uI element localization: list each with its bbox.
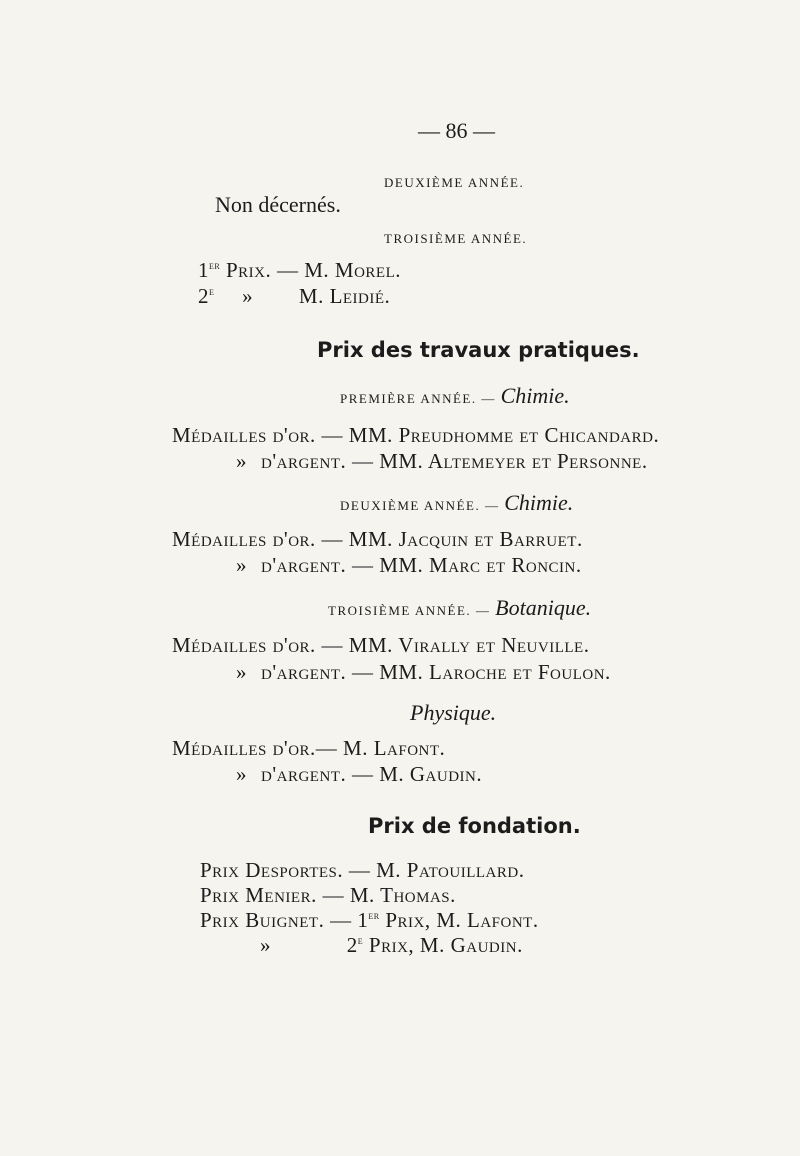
year-heading-text: DEUXIÈME ANNÉE. — <box>340 498 505 513</box>
year-heading-deuxieme-chimie <box>340 492 573 514</box>
section-title-travaux: Prix des travaux pratiques. <box>317 338 640 362</box>
silver-medals-line <box>236 764 482 785</box>
prize-suffix: er <box>209 258 221 272</box>
foundation-prize-text: 2 <box>346 933 358 957</box>
prize-line-2 <box>198 286 390 307</box>
foundation-prize-line: Prix Desportes. — M. Patouillard. <box>200 858 525 882</box>
foundation-prize-line: Prix Menier. — M. Thomas. <box>200 883 456 907</box>
not-awarded-text: Non décernés. <box>215 192 341 217</box>
foundation-prize-text: Prix, M. Gaudin. <box>363 933 523 957</box>
ditto-mark: » <box>242 284 254 308</box>
ditto-mark: » <box>236 553 247 577</box>
year-heading-deuxieme: DEUXIÈME ANNÉE. <box>384 175 525 190</box>
year-heading-premiere <box>340 385 570 407</box>
silver-medals-line <box>236 662 611 683</box>
silver-medals-text: d'argent. — MM. Altemeyer et Personne. <box>261 449 648 473</box>
silver-medals-line <box>236 451 648 472</box>
subject-text: Chimie. <box>504 490 574 515</box>
year-heading-troisieme-botanique <box>328 597 591 619</box>
page-number: — 86 — <box>418 118 495 143</box>
prize-suffix: e <box>357 933 364 947</box>
foundation-prize-text: Prix Buignet. — 1 <box>200 908 369 932</box>
year-heading-troisieme: TROISIÈME ANNÉE. <box>384 231 528 246</box>
silver-medals-text: d'argent. — MM. Marc et Roncin. <box>261 553 582 577</box>
prize-text: M. Leidié. <box>298 284 391 308</box>
silver-medals-text: d'argent. — M. Gaudin. <box>261 762 483 786</box>
subject-text: Chimie. <box>500 383 570 408</box>
year-heading-text: PREMIÈRE ANNÉE. — <box>340 391 501 406</box>
subject-text: Botanique. <box>495 595 592 620</box>
prize-line-1 <box>198 260 401 281</box>
foundation-prize-line <box>260 935 523 956</box>
prize-text: Prix. — M. Morel. <box>220 258 402 282</box>
subject-heading-physique: Physique. <box>410 700 497 725</box>
ditto-mark: » <box>236 449 247 473</box>
year-heading-text: TROISIÈME ANNÉE. — <box>328 603 496 618</box>
silver-medals-text: d'argent. — MM. Laroche et Foulon. <box>261 660 611 684</box>
ditto-mark: » <box>236 762 247 786</box>
ditto-mark: » <box>260 933 271 957</box>
foundation-prize-text: Prix, M. Lafont. <box>379 908 539 932</box>
gold-medals-line: Médailles d'or. — MM. Preudhomme et Chicandard. <box>172 423 660 447</box>
gold-medals-line: Médailles d'or. — MM. Jacquin et Barruet. <box>172 527 583 551</box>
prize-number: 1 <box>198 258 209 282</box>
gold-medals-line: Médailles d'or. — MM. Virally et Neuville. <box>172 633 590 657</box>
gold-medals-line: Médailles d'or.— M. Lafont. <box>172 736 446 760</box>
foundation-prize-line <box>200 910 539 931</box>
ditto-mark: » <box>236 660 247 684</box>
prize-suffix: er <box>368 908 380 922</box>
section-title-fondation: Prix de fondation. <box>368 814 581 838</box>
silver-medals-line <box>236 555 582 576</box>
prize-suffix: e <box>209 284 215 298</box>
prize-number: 2 <box>198 284 209 308</box>
